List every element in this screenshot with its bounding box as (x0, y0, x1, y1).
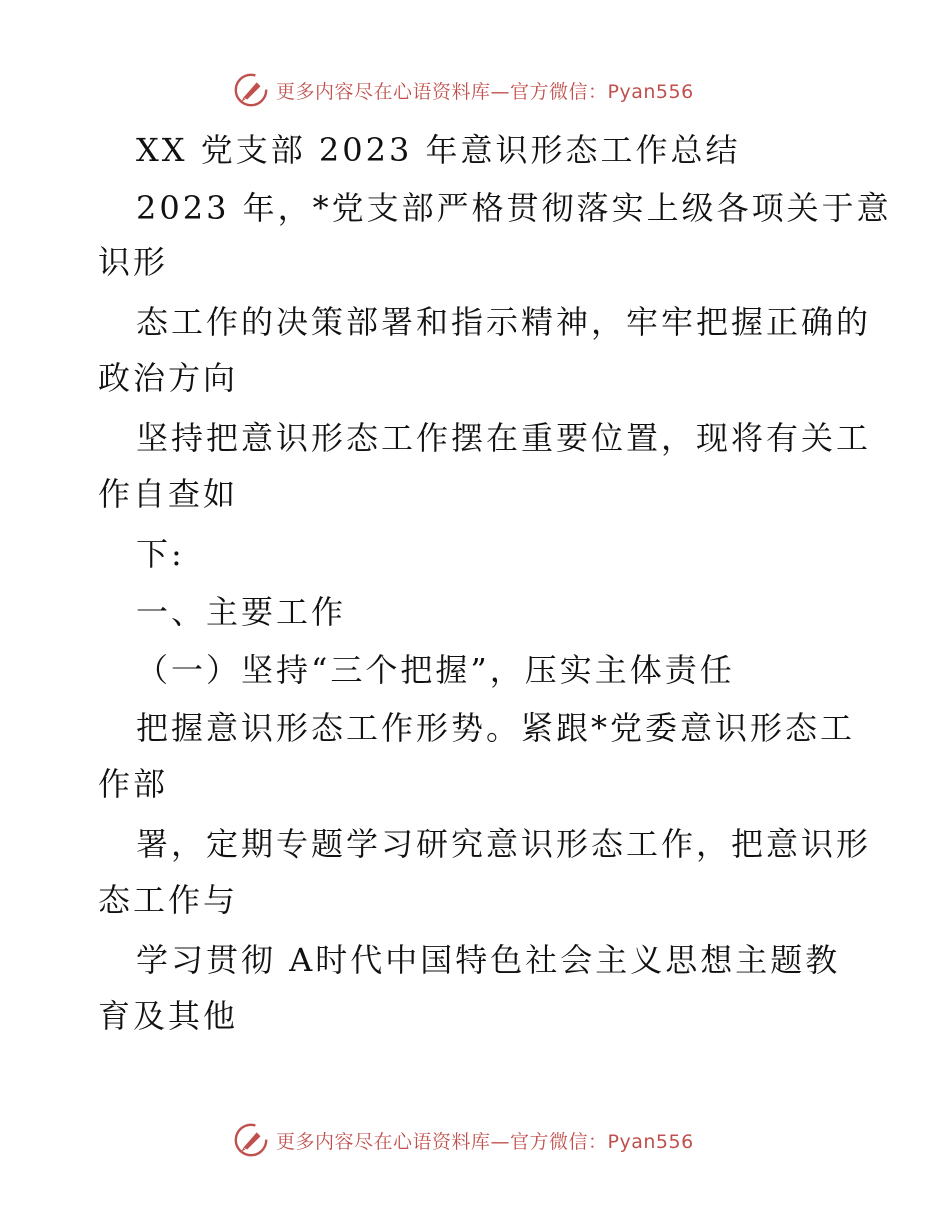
watermark-text: 更多内容尽在心语资料库—官方微信：Pyan556 (276, 80, 694, 103)
document-title: XX 党支部 2023 年意识形态工作总结 (136, 131, 741, 169)
subsection-heading: （一）坚持“三个把握”，压实主体责任 (136, 651, 735, 689)
header-watermark (232, 70, 694, 110)
paragraph-line: 育及其他 (98, 997, 239, 1035)
paragraph-line: 态工作与 (98, 881, 239, 919)
paragraph-line: 署，定期专题学习研究意识形态工作，把意识形 (136, 825, 872, 863)
paragraph-line: 作自查如 (98, 475, 239, 513)
pen-logo-icon (232, 1121, 270, 1159)
paragraph-line: 识形 (98, 243, 169, 281)
footer-watermark (232, 1120, 694, 1160)
paragraph-line: 政治方向 (98, 359, 239, 397)
watermark-text: 更多内容尽在心语资料库—官方微信：Pyan556 (276, 1130, 694, 1153)
paragraph-line: 作部 (98, 765, 169, 803)
paragraph-line: 把握意识形态工作形势。紧跟*党委意识形态工 (136, 709, 856, 747)
section-heading: 一、主要工作 (136, 593, 347, 631)
paragraph-line: 学习贯彻 A时代中国特色社会主义思想主题教 (136, 941, 841, 979)
paragraph-line: 坚持把意识形态工作摆在重要位置，现将有关工 (136, 419, 872, 457)
paragraph-line: 下: (136, 535, 185, 573)
paragraph-line: 态工作的决策部署和指示精神，牢牢把握正确的 (136, 303, 872, 341)
pen-logo-icon (232, 71, 270, 109)
paragraph-line: 2023 年，*党支部严格贯彻落实上级各项关于意 (136, 189, 892, 227)
